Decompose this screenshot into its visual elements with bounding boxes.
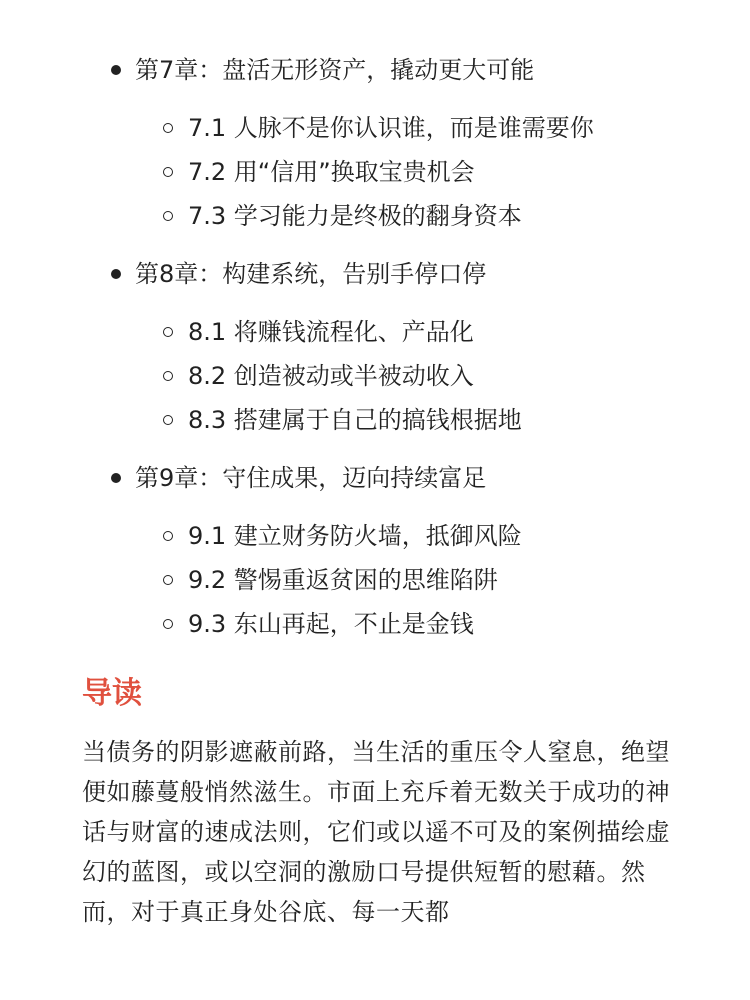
table-of-contents xyxy=(0,48,750,660)
chapter-9-sections xyxy=(0,514,750,646)
section-title: 8.3 搭建属于自己的搞钱根据地 xyxy=(188,406,522,434)
circle-bullet-icon xyxy=(163,123,173,133)
chapter-7 xyxy=(135,48,750,92)
section-title: 9.3 东山再起，不止是金钱 xyxy=(188,610,474,638)
section-title: 9.2 警惕重返贫困的思维陷阱 xyxy=(188,566,498,594)
circle-bullet-icon xyxy=(163,619,173,629)
section-title: 8.1 将赚钱流程化、产品化 xyxy=(188,318,474,346)
section-7-3 xyxy=(188,194,750,238)
circle-bullet-icon xyxy=(163,575,173,585)
circle-bullet-icon xyxy=(163,167,173,177)
chapter-title: 第7章：盘活无形资产，撬动更大可能 xyxy=(135,56,535,84)
circle-bullet-icon xyxy=(163,415,173,425)
chapter-title: 第9章：守住成果，迈向持续富足 xyxy=(135,464,487,492)
section-title: 7.2 用“信用”换取宝贵机会 xyxy=(188,158,475,186)
section-7-2 xyxy=(188,150,750,194)
section-title: 8.2 创造被动或半被动收入 xyxy=(188,362,474,390)
section-title: 7.1 人脉不是你认识谁，而是谁需要你 xyxy=(188,114,594,142)
circle-bullet-icon xyxy=(163,211,173,221)
section-9-2 xyxy=(188,558,750,602)
chapter-8-sections xyxy=(0,310,750,442)
chapter-7-sections xyxy=(0,106,750,238)
section-9-3 xyxy=(188,602,750,646)
bullet-icon xyxy=(111,65,121,75)
section-title: 9.1 建立财务防火墙，抵御风险 xyxy=(188,522,522,550)
circle-bullet-icon xyxy=(163,531,173,541)
bullet-icon xyxy=(111,269,121,279)
chapter-8 xyxy=(135,252,750,296)
intro-paragraph: 当债务的阴影遮蔽前路，当生活的重压令人窒息，绝望便如藤蔓般悄然滋生。市面上充斥着无数关于成功的神话与财富的速成法则，它们或以遥不可及的案例描绘虚幻的蓝图，或以空洞的激励口号提供短暂的慰藉。然而，对于真正身处谷底、每一天都 xyxy=(82,738,670,926)
section-8-3 xyxy=(188,398,750,442)
section-8-1 xyxy=(188,310,750,354)
section-9-1 xyxy=(188,514,750,558)
circle-bullet-icon xyxy=(163,327,173,337)
chapter-title: 第8章：构建系统，告别手停口停 xyxy=(135,260,487,288)
intro-heading: 导读 xyxy=(82,676,142,711)
chapter-9 xyxy=(135,456,750,500)
section-8-2 xyxy=(188,354,750,398)
section-title: 7.3 学习能力是终极的翻身资本 xyxy=(188,202,522,230)
circle-bullet-icon xyxy=(163,371,173,381)
bullet-icon xyxy=(111,473,121,483)
section-7-1 xyxy=(188,106,750,150)
